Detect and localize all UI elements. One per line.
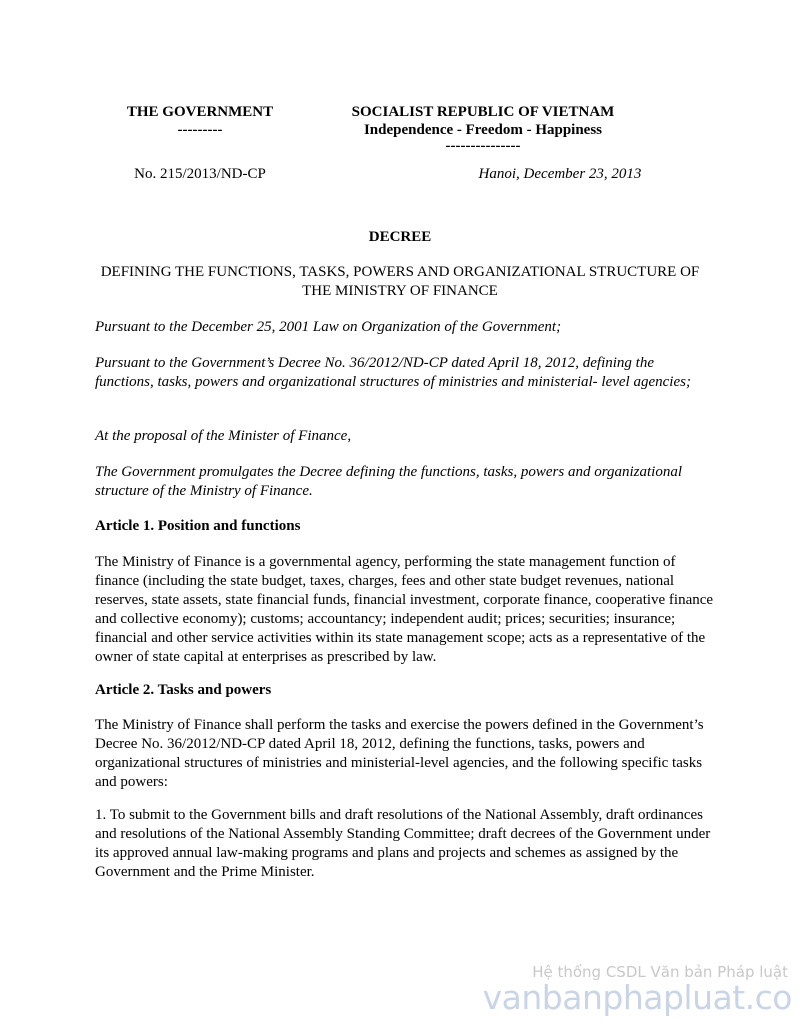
country-title: SOCIALIST REPUBLIC OF VIETNAM (351, 104, 615, 120)
article-2-heading: Article 2. Tasks and powers (95, 682, 272, 698)
promulgation-statement: The Government promulgates the Decree defining the functions, tasks, powers and organizational structure of the Ministry of Finance. (95, 464, 683, 499)
issuer-rule: --------- (177, 122, 223, 138)
national-motto: Independence - Freedom - Happiness (363, 122, 603, 138)
article-1-heading: Article 1. Position and functions (95, 518, 301, 534)
issuer-title: THE GOVERNMENT (126, 104, 274, 120)
preamble-decree: Pursuant to the Government’s Decree No. 36/2012/ND-CP dated April 18, 2012, defining the functions, tasks, powers and organizational structures of ministries and ministerial- level agencies; (95, 355, 691, 390)
watermark-caption: Hệ thống CSDL Văn bản Pháp luật (532, 963, 788, 981)
decree-title: DEFINING THE FUNCTIONS, TASKS, POWERS AND ORGANIZATIONAL STRUCTURE OF THE MINISTRY OF FINANCE (100, 264, 700, 299)
article-2-item-1: 1. To submit to the Government bills and draft resolutions of the National Assembly, draft ordinances and resolutions of the National Assembly Standing Committee; draft decrees of the Government under its approved annual law-making programs and plans and projects and schemes as assigned by the Government and the Prime Minister. (95, 807, 711, 880)
article-2-intro: The Ministry of Finance shall perform the tasks and exercise the powers defined in the Government’s Decree No. 36/2012/ND-CP dated April 18, 2012, defining the functions, tasks, powers and organizational structures of ministries and ministerial-level agencies, and the following specific tasks and powers: (95, 717, 704, 790)
decree-type: DECREE (368, 229, 432, 245)
preamble-proposal: At the proposal of the Minister of Finance, (95, 428, 352, 444)
article-1-paragraph: The Ministry of Finance is a governmental agency, performing the state management function of finance (including the state budget, taxes, charges, fees and other state budget revenues, national reserves, state assets, state financial funds, financial investment, corporate finance, cooperative finance and collective economy); customs; accountancy; independent audit; prices; securities; insurance; financial and other service activities within its state management scope; acts as a representative of the owner of state capital at enterprises as prescribed by law. (95, 554, 714, 665)
motto-rule: --------------- (445, 138, 521, 154)
watermark-site: vanbanphapluat.co (482, 978, 792, 1017)
document-number: No. 215/2013/ND-CP (134, 166, 266, 182)
place-date: Hanoi, December 23, 2013 (478, 166, 642, 182)
preamble-law: Pursuant to the December 25, 2001 Law on Organization of the Government; (95, 319, 562, 335)
